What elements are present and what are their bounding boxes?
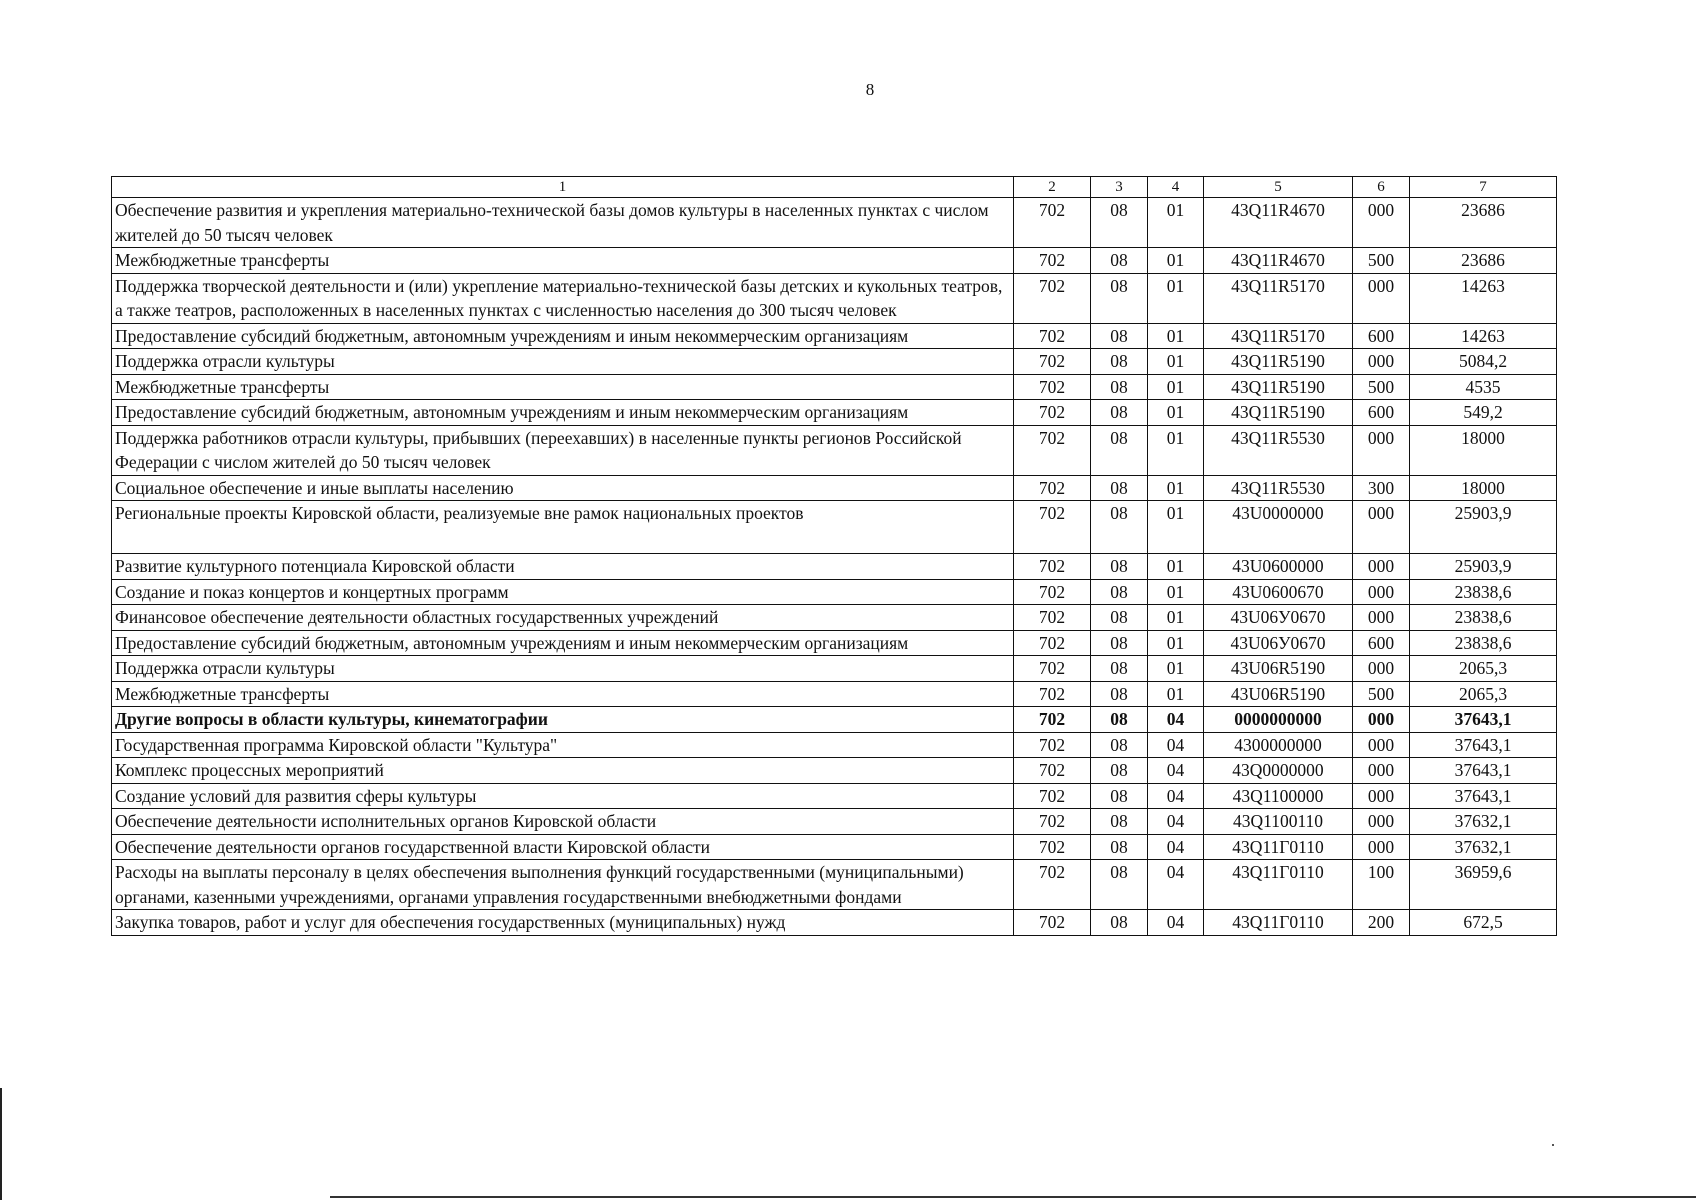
expense-type-code: 100 [1353,860,1410,910]
table-row [112,554,1557,580]
section-code: 08 [1091,681,1148,707]
expense-name: Обеспечение деятельности органов государственной власти Кировской области [112,834,1014,860]
expense-type-code: 000 [1353,273,1410,323]
expense-type-code: 000 [1353,198,1410,248]
table-row [112,198,1557,248]
expense-type-code: 200 [1353,910,1410,936]
expense-name: Обеспечение развития и укрепления материально-технической базы домов культуры в населенных пунктах с числом жителей до 50 тысяч человек [112,198,1014,248]
table-row [112,681,1557,707]
section-code: 08 [1091,758,1148,784]
table-row [112,758,1557,784]
subsection-code: 01 [1148,475,1204,501]
subsection-code: 01 [1148,349,1204,375]
expense-type-code: 000 [1353,349,1410,375]
expense-type-code: 000 [1353,707,1410,733]
target-article-code: 43U0000000 [1204,501,1353,554]
section-code: 08 [1091,475,1148,501]
section-code: 08 [1091,425,1148,475]
expense-type-code: 000 [1353,425,1410,475]
expense-name: Государственная программа Кировской области "Культура" [112,732,1014,758]
section-code: 08 [1091,834,1148,860]
amount: 2065,3 [1410,681,1557,707]
target-article-code: 43Q11R4670 [1204,248,1353,274]
section-code: 08 [1091,605,1148,631]
ministry-code: 702 [1014,783,1091,809]
subsection-code: 01 [1148,273,1204,323]
expense-name: Межбюджетные трансферты [112,374,1014,400]
amount: 37643,1 [1410,758,1557,784]
subsection-code: 01 [1148,425,1204,475]
expense-name: Межбюджетные трансферты [112,248,1014,274]
scan-speck [1552,1144,1554,1146]
amount: 14263 [1410,273,1557,323]
subsection-code: 01 [1148,400,1204,426]
table-row [112,475,1557,501]
subsection-code: 01 [1148,579,1204,605]
amount: 23686 [1410,248,1557,274]
expense-type-code: 000 [1353,605,1410,631]
amount: 23686 [1410,198,1557,248]
target-article-code: 43Q11R4670 [1204,198,1353,248]
target-article-code: 0000000000 [1204,707,1353,733]
amount: 25903,9 [1410,501,1557,554]
section-code: 08 [1091,656,1148,682]
expense-name: Предоставление субсидий бюджетным, автономным учреждениям и иным некоммерческим организациям [112,323,1014,349]
expense-name: Поддержка творческой деятельности и (или) укрепление материально-технической базы детских и кукольных театров, а также театров, расположенных в населенных пунктах с численностью населения до 300 тысяч человек [112,273,1014,323]
table-row [112,809,1557,835]
table-row [112,834,1557,860]
expense-type-code: 000 [1353,501,1410,554]
expense-type-code: 600 [1353,630,1410,656]
ministry-code: 702 [1014,400,1091,426]
expense-name: Создание условий для развития сферы культуры [112,783,1014,809]
expense-name: Социальное обеспечение и иные выплаты населению [112,475,1014,501]
target-article-code: 43Q1100000 [1204,783,1353,809]
section-code: 08 [1091,809,1148,835]
subsection-code: 04 [1148,809,1204,835]
table-row [112,323,1557,349]
target-article-code: 43Q11R5190 [1204,400,1353,426]
column-header-6: 6 [1353,177,1410,198]
amount: 36959,6 [1410,860,1557,910]
ministry-code: 702 [1014,860,1091,910]
expense-type-code: 000 [1353,732,1410,758]
ministry-code: 702 [1014,273,1091,323]
table-row [112,248,1557,274]
target-article-code: 43Q11R5190 [1204,374,1353,400]
table-row-section-total [112,707,1557,733]
table-row [112,732,1557,758]
section-code: 08 [1091,630,1148,656]
expense-name: Межбюджетные трансферты [112,681,1014,707]
ministry-code: 702 [1014,425,1091,475]
section-code: 08 [1091,910,1148,936]
ministry-code: 702 [1014,579,1091,605]
expense-name: Поддержка отрасли культуры [112,349,1014,375]
target-article-code: 43Q11Г0110 [1204,910,1353,936]
table-row [112,425,1557,475]
expense-name: Поддержка работников отрасли культуры, прибывших (переехавших) в населенные пункты регионов Российской Федерации с числом жителей до 50 тысяч человек [112,425,1014,475]
subsection-code: 04 [1148,860,1204,910]
subsection-code: 01 [1148,248,1204,274]
subsection-code: 04 [1148,732,1204,758]
table-row [112,910,1557,936]
ministry-code: 702 [1014,809,1091,835]
table-row [112,501,1557,554]
expense-name: Развитие культурного потенциала Кировской области [112,554,1014,580]
expense-type-code: 600 [1353,323,1410,349]
ministry-code: 702 [1014,707,1091,733]
expense-name: Региональные проекты Кировской области, реализуемые вне рамок национальных проектов [112,501,1014,554]
amount: 37643,1 [1410,783,1557,809]
expense-name: Создание и показ концертов и концертных программ [112,579,1014,605]
header-row [112,177,1557,198]
amount: 4535 [1410,374,1557,400]
target-article-code: 43U06У0670 [1204,605,1353,631]
expense-type-code: 500 [1353,248,1410,274]
page-number: 8 [865,80,875,99]
amount: 25903,9 [1410,554,1557,580]
target-article-code: 43U06R5190 [1204,681,1353,707]
ministry-code: 702 [1014,758,1091,784]
subsection-code: 01 [1148,554,1204,580]
expense-type-code: 000 [1353,554,1410,580]
amount: 672,5 [1410,910,1557,936]
column-header-1: 1 [112,177,1014,198]
subsection-code: 01 [1148,374,1204,400]
amount: 549,2 [1410,400,1557,426]
section-code: 08 [1091,860,1148,910]
amount: 23838,6 [1410,579,1557,605]
expense-type-code: 000 [1353,758,1410,784]
section-code: 08 [1091,198,1148,248]
table-row [112,783,1557,809]
target-article-code: 43Q11R5190 [1204,349,1353,375]
target-article-code: 43Q0000000 [1204,758,1353,784]
table-row [112,349,1557,375]
section-code: 08 [1091,273,1148,323]
target-article-code: 43U0600000 [1204,554,1353,580]
ministry-code: 702 [1014,349,1091,375]
section-code: 08 [1091,579,1148,605]
expense-name: Комплекс процессных мероприятий [112,758,1014,784]
column-header-7: 7 [1410,177,1557,198]
expense-type-code: 500 [1353,681,1410,707]
subsection-code: 01 [1148,681,1204,707]
expense-type-code: 000 [1353,656,1410,682]
ministry-code: 702 [1014,501,1091,554]
amount: 23838,6 [1410,605,1557,631]
amount: 2065,3 [1410,656,1557,682]
expense-name: Финансовое обеспечение деятельности областных государственных учреждений [112,605,1014,631]
expense-name: Расходы на выплаты персоналу в целях обеспечения выполнения функций государственными (муниципальными) органами, казенными учреждениями, органами управления государственными внебюджетными фондами [112,860,1014,910]
amount: 37632,1 [1410,834,1557,860]
expense-type-code: 000 [1353,579,1410,605]
subsection-code: 04 [1148,834,1204,860]
ministry-code: 702 [1014,554,1091,580]
target-article-code: 43Q11R5170 [1204,323,1353,349]
scan-edge-mark [0,1088,2,1200]
amount: 18000 [1410,425,1557,475]
column-header-5: 5 [1204,177,1353,198]
subsection-code: 04 [1148,758,1204,784]
ministry-code: 702 [1014,198,1091,248]
amount: 14263 [1410,323,1557,349]
ministry-code: 702 [1014,605,1091,631]
subsection-code: 01 [1148,656,1204,682]
section-code: 08 [1091,374,1148,400]
expense-name: Поддержка отрасли культуры [112,656,1014,682]
table-row [112,374,1557,400]
table-row [112,273,1557,323]
ministry-code: 702 [1014,834,1091,860]
section-code: 08 [1091,323,1148,349]
column-header-4: 4 [1148,177,1204,198]
target-article-code: 43Q1100110 [1204,809,1353,835]
amount: 18000 [1410,475,1557,501]
ministry-code: 702 [1014,475,1091,501]
bottom-scan-rule [330,1196,1696,1198]
target-article-code: 43Q11R5530 [1204,475,1353,501]
section-code: 08 [1091,783,1148,809]
section-code: 08 [1091,349,1148,375]
column-header-3: 3 [1091,177,1148,198]
section-code: 08 [1091,248,1148,274]
section-code: 08 [1091,554,1148,580]
subsection-code: 01 [1148,323,1204,349]
amount: 5084,2 [1410,349,1557,375]
table-row [112,656,1557,682]
section-code: 08 [1091,501,1148,554]
ministry-code: 702 [1014,910,1091,936]
budget-table [111,176,1557,936]
ministry-code: 702 [1014,374,1091,400]
subsection-code: 01 [1148,198,1204,248]
expense-type-code: 600 [1353,400,1410,426]
expense-name: Предоставление субсидий бюджетным, автономным учреждениям и иным некоммерческим организациям [112,630,1014,656]
subsection-code: 04 [1148,910,1204,936]
target-article-code: 43U06R5190 [1204,656,1353,682]
amount: 23838,6 [1410,630,1557,656]
target-article-code: 43Q11Г0110 [1204,860,1353,910]
subsection-code: 04 [1148,783,1204,809]
expense-name: Закупка товаров, работ и услуг для обеспечения государственных (муниципальных) нужд [112,910,1014,936]
amount: 37632,1 [1410,809,1557,835]
expense-type-code: 000 [1353,809,1410,835]
ministry-code: 702 [1014,681,1091,707]
table-row [112,630,1557,656]
ministry-code: 702 [1014,323,1091,349]
subsection-code: 04 [1148,707,1204,733]
section-code: 08 [1091,707,1148,733]
target-article-code: 43Q11R5530 [1204,425,1353,475]
target-article-code: 43U06У0670 [1204,630,1353,656]
column-header-2: 2 [1014,177,1091,198]
subsection-code: 01 [1148,501,1204,554]
expense-name: Другие вопросы в области культуры, кинематографии [112,707,1014,733]
subsection-code: 01 [1148,630,1204,656]
expense-type-code: 300 [1353,475,1410,501]
expense-name: Обеспечение деятельности исполнительных органов Кировской области [112,809,1014,835]
amount: 37643,1 [1410,707,1557,733]
ministry-code: 702 [1014,248,1091,274]
table-row [112,579,1557,605]
target-article-code: 4300000000 [1204,732,1353,758]
expense-type-code: 500 [1353,374,1410,400]
table-row [112,860,1557,910]
ministry-code: 702 [1014,656,1091,682]
target-article-code: 43Q11R5170 [1204,273,1353,323]
subsection-code: 01 [1148,605,1204,631]
ministry-code: 702 [1014,630,1091,656]
expense-name: Предоставление субсидий бюджетным, автономным учреждениям и иным некоммерческим организациям [112,400,1014,426]
expense-type-code: 000 [1353,783,1410,809]
section-code: 08 [1091,400,1148,426]
table-row [112,605,1557,631]
amount: 37643,1 [1410,732,1557,758]
expense-type-code: 000 [1353,834,1410,860]
target-article-code: 43U0600670 [1204,579,1353,605]
target-article-code: 43Q11Г0110 [1204,834,1353,860]
section-code: 08 [1091,732,1148,758]
ministry-code: 702 [1014,732,1091,758]
table-row [112,400,1557,426]
